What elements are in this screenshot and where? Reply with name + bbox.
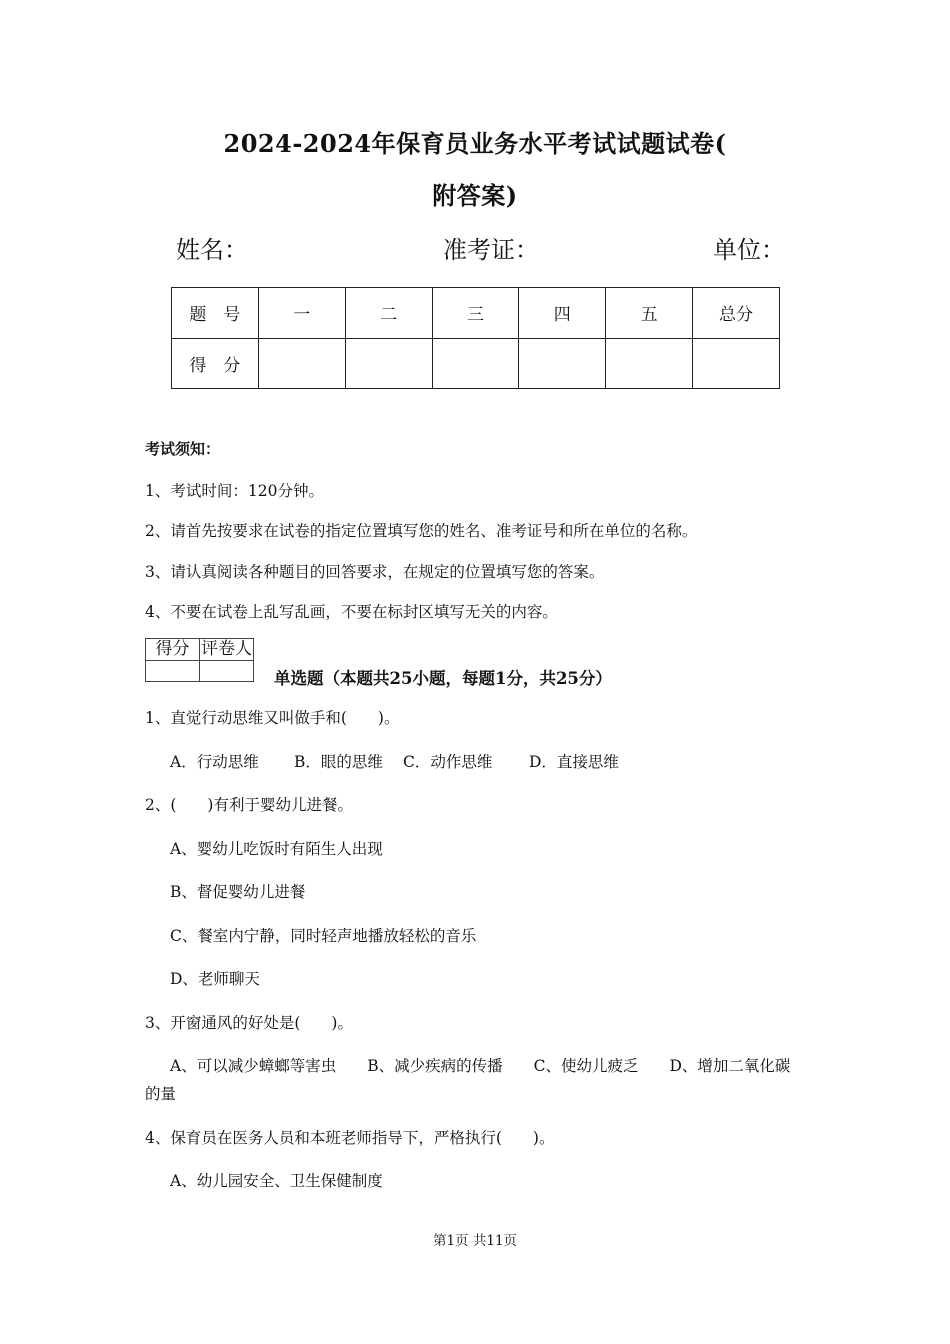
question-stem: 3、开窗通风的好处是( )。 — [145, 1014, 353, 1032]
notice-item: 2、请首先按要求在试卷的指定位置填写您的姓名、准考证号和所在单位的名称。 — [145, 522, 698, 540]
score-table-header-cell: 题 号 — [172, 288, 259, 339]
exam-id-field-label: 准考证： — [443, 236, 539, 264]
score-table-header-cell: 二 — [345, 288, 432, 339]
question-stem: 2、( )有利于婴幼儿进餐。 — [145, 796, 353, 814]
question-option: D、老师聊天 — [170, 970, 260, 988]
score-cell[interactable] — [258, 338, 345, 389]
score-row-label: 得 分 — [172, 338, 259, 389]
question-options-line: 的量 — [145, 1085, 177, 1103]
notice-item: 1、考试时间：120分钟。 — [145, 482, 324, 500]
score-table-header-cell: 总分 — [693, 288, 780, 339]
score-cell[interactable] — [432, 338, 519, 389]
section-title: 单选题（本题共25小题，每题1分，共25分） — [274, 669, 612, 688]
notice-item: 3、请认真阅读各种题目的回答要求，在规定的位置填写您的答案。 — [145, 563, 605, 581]
question-option: A、幼儿园安全、卫生保健制度 — [170, 1172, 383, 1190]
document-title-line1: 2024-2024年保育员业务水平考试试题试卷( — [223, 129, 727, 158]
grader-box-grader-cell[interactable] — [200, 660, 254, 682]
question-option: B、督促婴幼儿进餐 — [170, 883, 306, 901]
score-cell[interactable] — [519, 338, 606, 389]
question-stem: 4、保育员在医务人员和本班老师指导下，严格执行( )。 — [145, 1129, 555, 1147]
document-title-line2: 附答案) — [432, 181, 518, 210]
page-footer: 第1页 共11页 — [432, 1233, 518, 1249]
question-option: A．行动思维 — [170, 753, 259, 771]
score-table-header-row — [172, 288, 780, 339]
score-table-score-row — [172, 338, 780, 389]
score-cell[interactable] — [693, 338, 780, 389]
question-option: C．动作思维 — [403, 753, 493, 771]
grader-box-grader-label: 评卷人 — [201, 639, 252, 660]
grader-box-score-cell[interactable] — [146, 660, 200, 682]
question-option: A、婴幼儿吃饭时有陌生人出现 — [170, 840, 383, 858]
question-options-line: A、可以减少蟑螂等害虫 B、减少疾病的传播 C、使幼儿疲乏 D、增加二氧化碳 — [170, 1057, 791, 1075]
grader-box-score-label: 得分 — [146, 639, 200, 661]
score-table-header-cell: 五 — [606, 288, 693, 339]
notice-heading: 考试须知： — [145, 440, 221, 458]
score-table-header-cell: 四 — [519, 288, 606, 339]
name-field-label: 姓名： — [176, 236, 248, 264]
unit-field-label: 单位： — [713, 236, 785, 264]
question-stem: 1、直觉行动思维又叫做手和( )。 — [145, 709, 400, 727]
question-option: B．眼的思维 — [294, 753, 383, 771]
score-cell[interactable] — [345, 338, 432, 389]
score-table — [171, 287, 780, 389]
question-option: D．直接思维 — [529, 753, 619, 771]
score-cell[interactable] — [606, 338, 693, 389]
notice-item: 4、不要在试卷上乱写乱画，不要在标封区填写无关的内容。 — [145, 603, 558, 621]
score-table-header-cell: 一 — [258, 288, 345, 339]
grader-box — [145, 638, 254, 682]
score-table-header-cell: 三 — [432, 288, 519, 339]
question-option: C、餐室内宁静，同时轻声地播放轻松的音乐 — [170, 927, 477, 945]
